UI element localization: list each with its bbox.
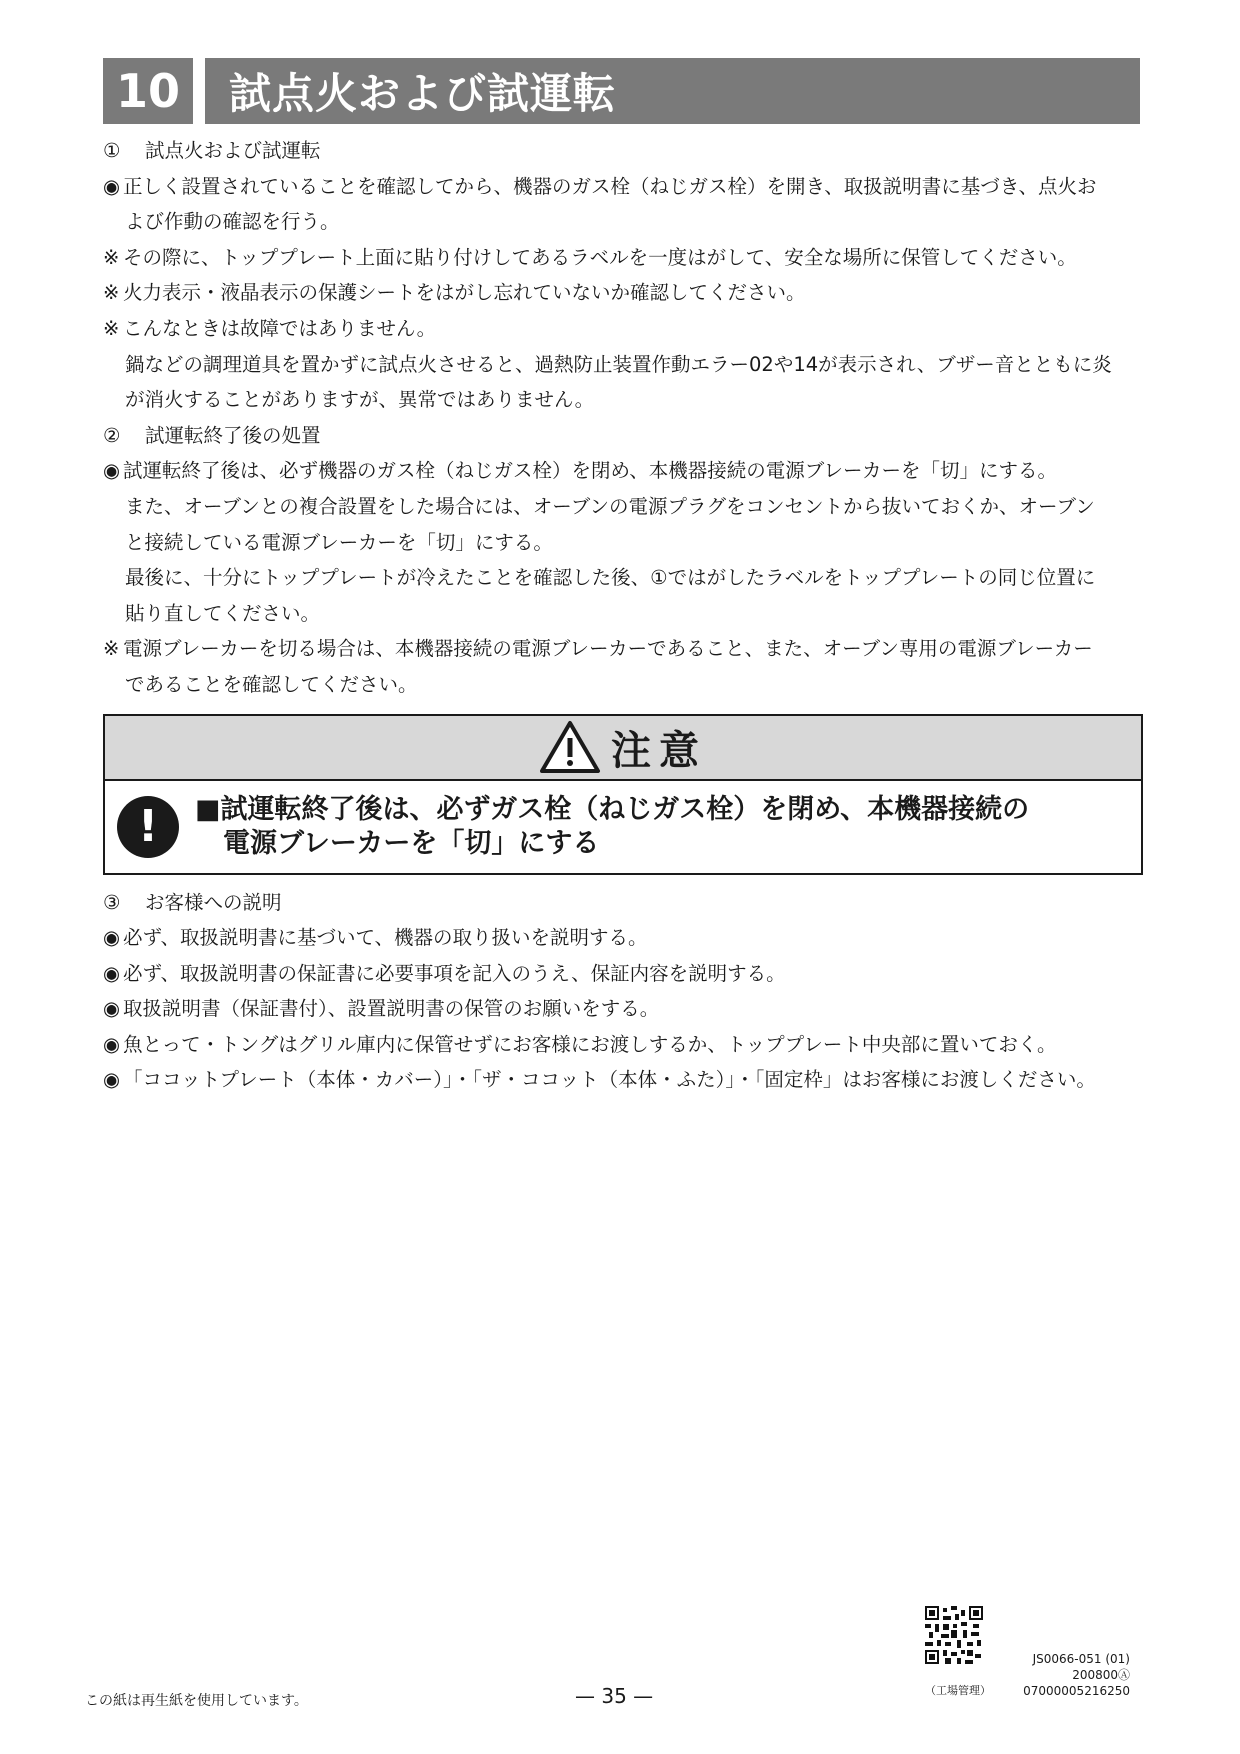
- line-text: こんなときは故障ではありません。: [123, 316, 437, 340]
- line-text: 取扱説明書（保証書付）、設置説明書の保管のお願いをする。: [123, 997, 660, 1021]
- note-mark-icon: ※: [103, 245, 120, 269]
- document-code-2: 200800Ⓐ: [1072, 1668, 1130, 1682]
- line-text: 「ココットプレート（本体・カバー）」・「ザ・ココット（本体・ふた）」・「固定枠」はお客様にお渡しください。: [123, 1068, 1096, 1092]
- line-text: その際に、トッププレート上面に貼り付けしてあるラベルを一度はがして、安全な場所に保管してください。: [123, 245, 1077, 269]
- note-mark-icon: ※: [103, 281, 120, 305]
- caution-body: [105, 781, 1141, 873]
- subsection-heading: [103, 885, 1163, 921]
- bullet-icon: ◉: [103, 1032, 121, 1056]
- line-text: また、オーブンとの複合設置をした場合には、オーブンの電源プラグをコンセントから抜いておくか、オーブン: [125, 494, 1095, 518]
- section-number-text: 10: [115, 64, 180, 118]
- bullet-line: [103, 1062, 1163, 1098]
- continuation-line: [103, 382, 1163, 418]
- body-content: [103, 133, 1163, 1098]
- document-codes: [1000, 1651, 1130, 1699]
- continuation-line: [103, 596, 1163, 632]
- bullet-line: [103, 956, 1163, 992]
- recycled-paper-note: この紙は再生紙を使用しています。: [85, 1693, 308, 1709]
- caution-text: [195, 793, 1029, 861]
- bullet-line: [103, 169, 1163, 205]
- line-text: が消火することがありますが、異常ではありません。: [125, 388, 595, 412]
- subsection-number: ③: [103, 890, 121, 914]
- caution-box: [103, 714, 1143, 875]
- bullet-line: [103, 991, 1163, 1027]
- continuation-line: [103, 560, 1163, 596]
- line-text: お客様への説明: [145, 890, 282, 914]
- subsection-number: ①: [103, 139, 121, 162]
- line-text: 必ず、取扱説明書の保証書に必要事項を記入のうえ、保証内容を説明する。: [123, 961, 786, 985]
- line-text: 鍋などの調理道具を置かずに試点火させると、過熱防止装置作動エラー02や14が表示され、ブザー音とともに炎: [125, 352, 1112, 376]
- continuation-line: [103, 667, 1163, 703]
- bullet-line: [103, 1027, 1163, 1063]
- subsection-number: ②: [103, 423, 121, 447]
- continuation-line: [103, 525, 1163, 561]
- bullet-line: [103, 311, 1163, 347]
- subsection-heading: [103, 133, 1163, 169]
- line-text: よび作動の確認を行う。: [125, 210, 340, 234]
- line-text: と接続している電源ブレーカーを「切」にする。: [125, 530, 553, 554]
- bullet-icon: ◉: [103, 459, 121, 483]
- document-code-3: 07000005216250: [1023, 1684, 1130, 1698]
- line-text: 最後に、十分にトッププレートが冷えたことを確認した後、①ではがしたラベルをトッププレートの同じ位置に: [125, 566, 1096, 590]
- procedure-block-1: [103, 133, 1163, 703]
- line-text: であることを確認してください。: [125, 672, 418, 696]
- note-mark-icon: ※: [103, 316, 120, 340]
- page-number: — 35 —: [575, 1684, 654, 1708]
- continuation-line: [103, 489, 1163, 525]
- exclamation-icon: !: [117, 796, 179, 858]
- caution-line-1: ■試運転終了後は、必ずガス栓（ねじガス栓）を閉め、本機器接続の: [195, 793, 1030, 825]
- bullet-line: [103, 920, 1163, 956]
- bullet-line: [103, 631, 1163, 667]
- line-text: 火力表示・液晶表示の保護シートをはがし忘れていないか確認してください。: [123, 281, 806, 305]
- document-code-1: JS0066-051 (01): [1032, 1652, 1130, 1666]
- line-text: 試運転終了後は、必ず機器のガス栓（ねじガス栓）を閉め、本機器接続の電源ブレーカーを「切」にする。: [123, 459, 1058, 483]
- line-text: 必ず、取扱説明書に基づいて、機器の取り扱いを説明する。: [123, 926, 648, 950]
- bullet-line: [103, 453, 1163, 489]
- continuation-line: [103, 204, 1163, 240]
- qr-caption: （工場管理）: [925, 1684, 991, 1697]
- caution-line-2: 電源ブレーカーを「切」にする: [223, 827, 600, 859]
- section-title: [205, 58, 1140, 124]
- procedure-block-2: [103, 885, 1163, 1099]
- continuation-line: [103, 347, 1163, 383]
- bullet-line: [103, 240, 1163, 276]
- warning-triangle-icon: [539, 720, 601, 774]
- line-text: 正しく設置されていることを確認してから、機器のガス栓（ねじガス栓）を開き、取扱説明書に基づき、点火お: [123, 174, 1097, 198]
- section-number: [103, 58, 193, 124]
- caution-title: 注意: [611, 727, 707, 774]
- line-text: 貼り直してください。: [125, 601, 321, 625]
- qr-code-icon: [925, 1606, 983, 1664]
- bullet-icon: ◉: [103, 926, 121, 950]
- bullet-icon: ◉: [103, 1068, 121, 1092]
- note-mark-icon: ※: [103, 637, 120, 661]
- line-text: 電源ブレーカーを切る場合は、本機器接続の電源ブレーカーであること、また、オーブン専用の電源ブレーカー: [123, 637, 1093, 661]
- bullet-icon: ◉: [103, 997, 121, 1021]
- section-title-text: 試点火および試運転: [229, 69, 617, 118]
- line-text: 試運転終了後の処置: [145, 423, 321, 447]
- bullet-icon: ◉: [103, 174, 121, 198]
- line-text: 試点火および試運転: [145, 139, 321, 162]
- subsection-heading: [103, 418, 1163, 454]
- line-text: 魚とって・トングはグリル庫内に保管せずにお客様にお渡しするか、トッププレート中央部に置いておく。: [123, 1032, 1057, 1056]
- bullet-icon: ◉: [103, 961, 121, 985]
- caution-header: [105, 716, 1141, 781]
- bullet-line: [103, 275, 1163, 311]
